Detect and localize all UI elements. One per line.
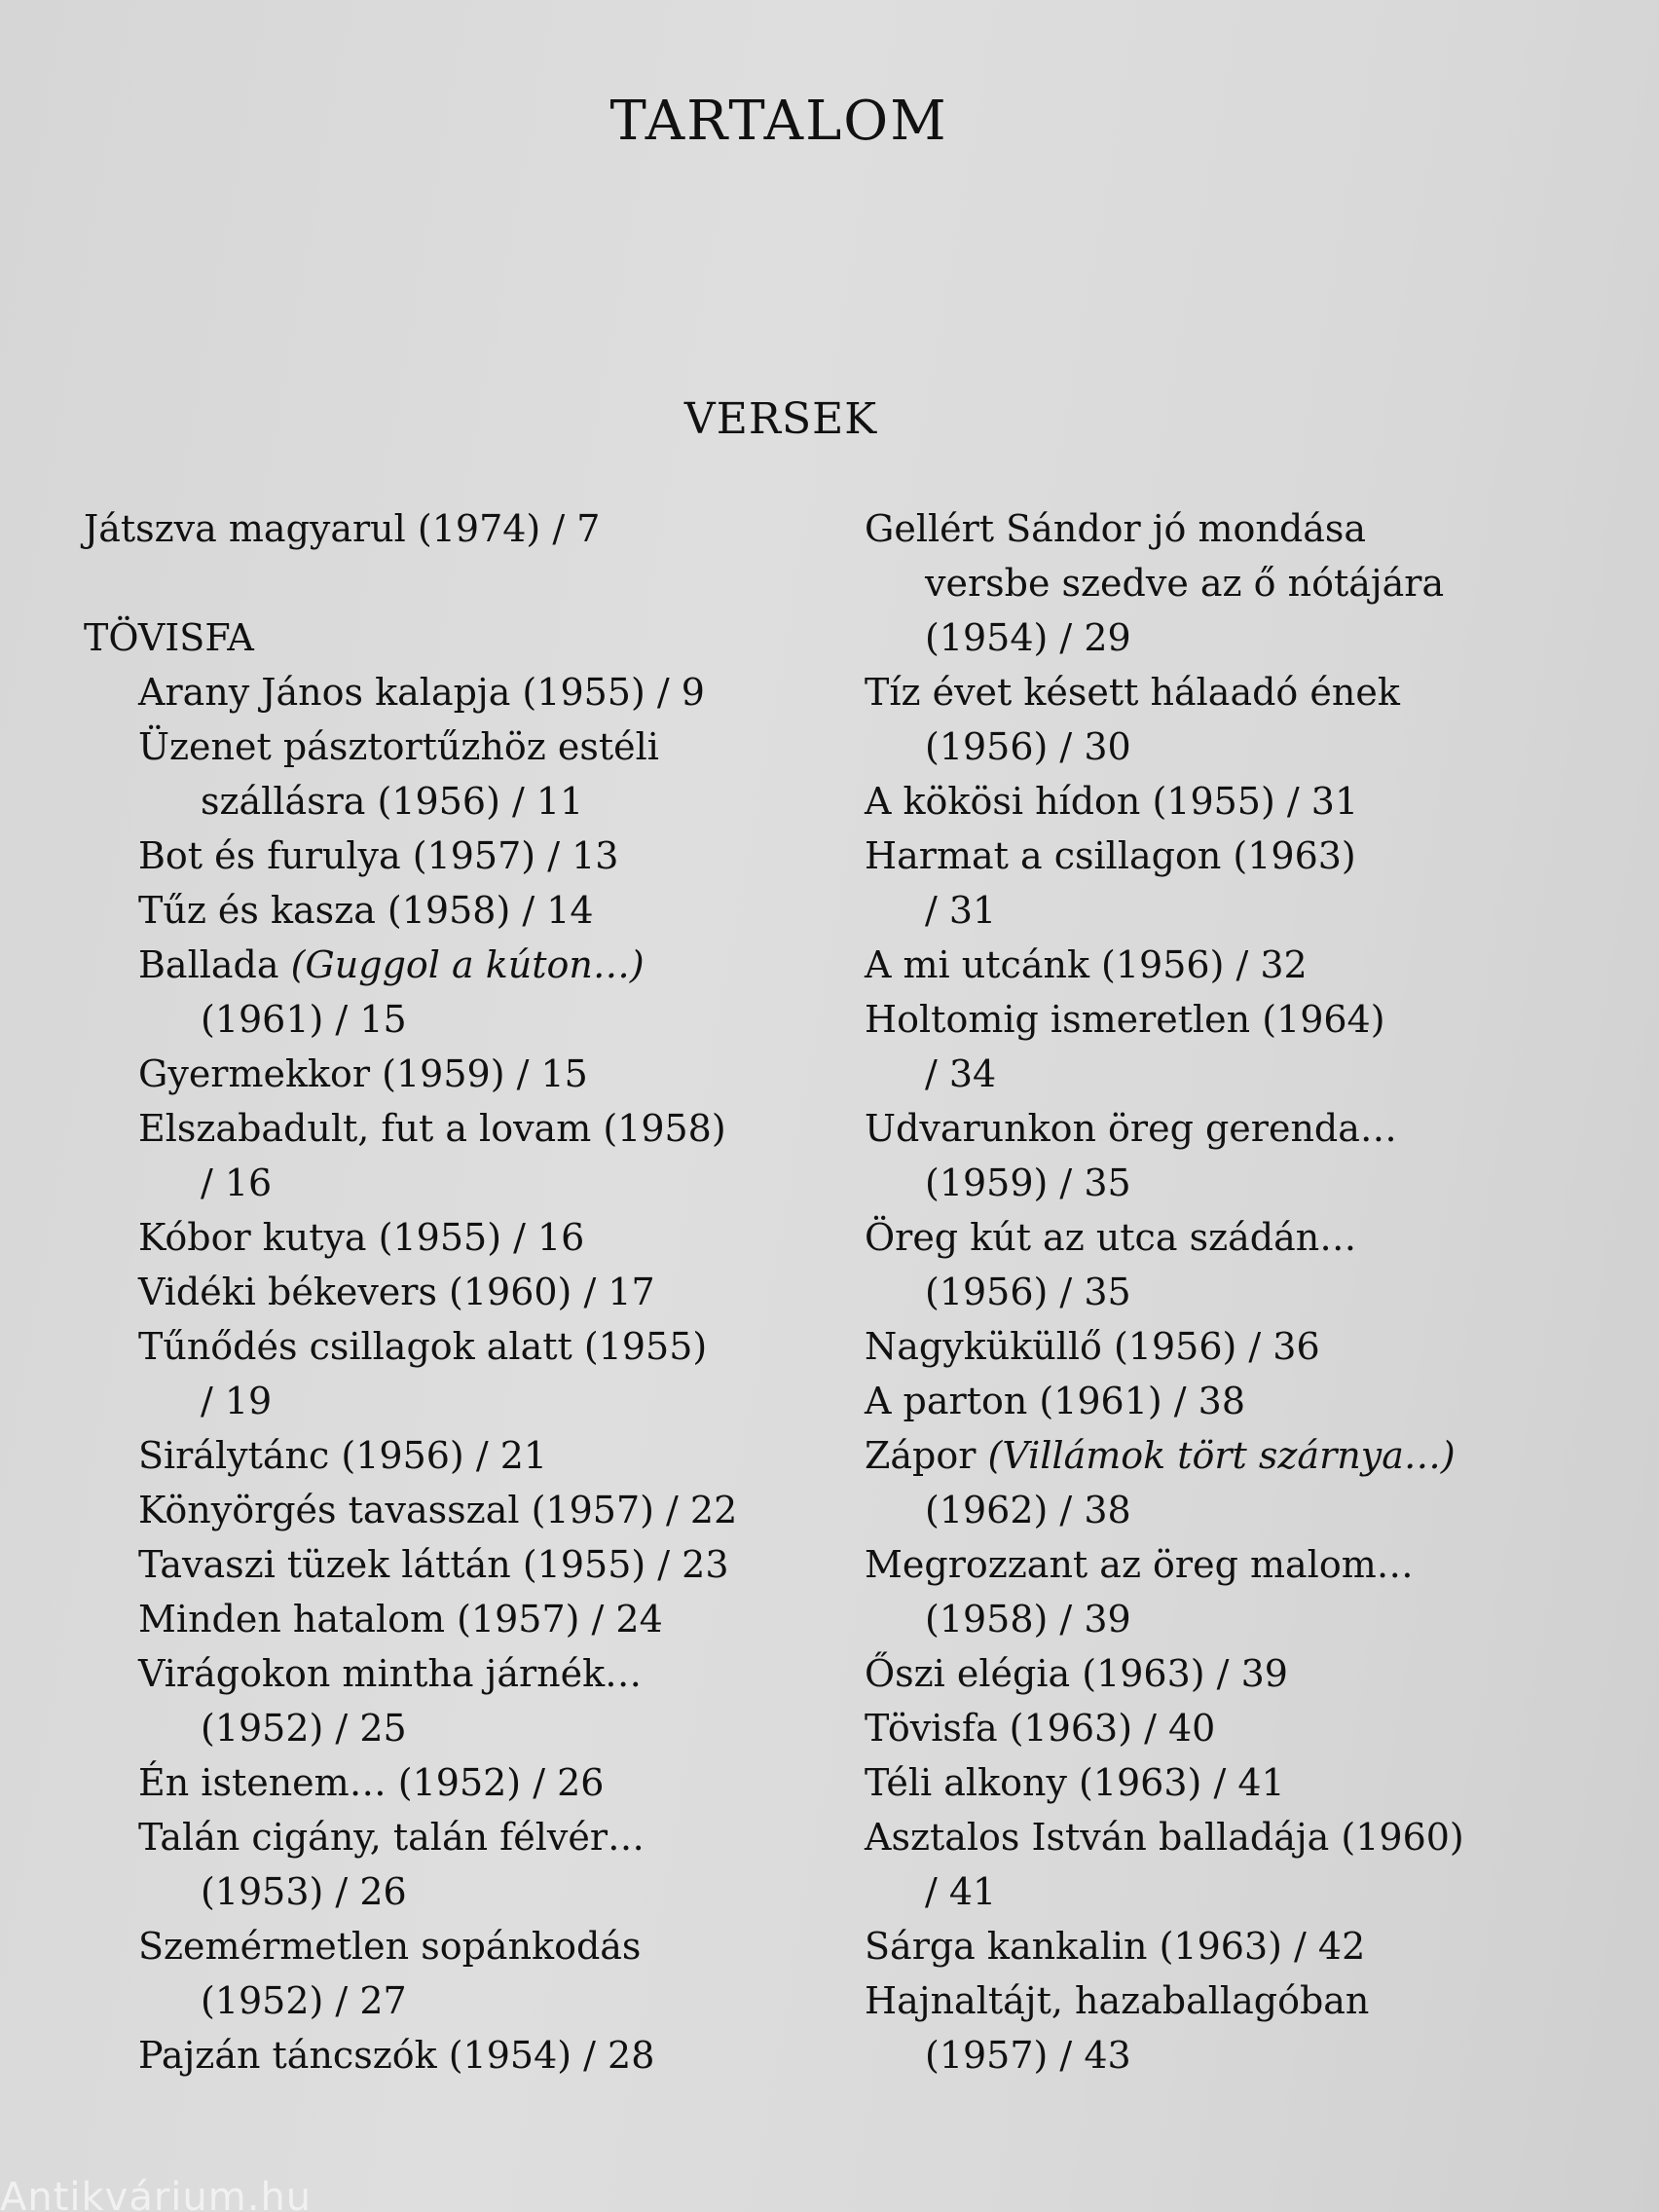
toc-entry-continuation: (1956) / 30 — [925, 725, 1131, 768]
toc-entry: Téli alkony (1963) / 41 — [865, 1761, 1285, 1804]
toc-entry: A mi utcánk (1956) / 32 — [865, 943, 1308, 986]
toc-left-column — [84, 501, 824, 2083]
toc-entry-title: Ballada — [138, 943, 291, 986]
toc-entry: Gellért Sándor jó mondása — [865, 507, 1367, 550]
toc-entry: Talán cigány, talán félvér… — [138, 1816, 645, 1859]
toc-entry-continuation: (1956) / 35 — [925, 1271, 1131, 1313]
toc-entry-continuation: (1952) / 27 — [201, 1979, 407, 2022]
toc-entry-continuation: / 34 — [925, 1052, 997, 1095]
toc-entry-continuation: / 41 — [925, 1870, 997, 1913]
toc-entry: Kóbor kutya (1955) / 16 — [138, 1216, 585, 1259]
toc-entry: Tűnődés csillagok alatt (1955) — [138, 1325, 708, 1368]
toc-entry: Sirálytánc (1956) / 21 — [138, 1434, 548, 1477]
toc-entry: Nagyküküllő (1956) / 36 — [865, 1325, 1320, 1368]
toc-entry: Tavaszi tüzek láttán (1955) / 23 — [138, 1543, 729, 1586]
toc-entry-title: Zápor — [865, 1434, 988, 1477]
toc-entry-continuation: / 31 — [925, 889, 997, 932]
toc-entry: Sárga kankalin (1963) / 42 — [865, 1925, 1366, 1968]
toc-entry-continuation: (1954) / 29 — [925, 616, 1131, 659]
toc-entry-continuation: (1957) / 43 — [925, 2034, 1131, 2077]
toc-entry-continuation: szállásra (1956) / 11 — [201, 780, 584, 823]
toc-entry-continuation: / 16 — [201, 1161, 273, 1204]
toc-entry: Játszva magyarul (1974) / 7 — [84, 507, 601, 550]
toc-entry: Hajnaltájt, hazaballagóban — [865, 1979, 1370, 2022]
toc-entry — [865, 1428, 1546, 1483]
toc-entry: Gyermekkor (1959) / 15 — [138, 1052, 588, 1095]
toc-entry: Tíz évet késett hálaadó ének — [865, 671, 1400, 714]
toc-entry: Könyörgés tavasszal (1957) / 22 — [138, 1489, 738, 1531]
toc-entry: Minden hatalom (1957) / 24 — [138, 1598, 663, 1641]
toc-entry: Virágokon mintha járnék… — [138, 1652, 643, 1695]
toc-entry-continuation: (1958) / 39 — [925, 1598, 1131, 1641]
watermark: Antikvárium.hu — [0, 2175, 313, 2212]
toc-entry-continuation: / 19 — [201, 1380, 273, 1422]
toc-entry: Öreg kút az utca szádán… — [865, 1216, 1357, 1259]
toc-entry: Pajzán táncszók (1954) / 28 — [138, 2034, 655, 2077]
toc-entry: Szemérmetlen sopánkodás — [138, 1925, 642, 1968]
toc-entry: Arany János kalapja (1955) / 9 — [138, 671, 705, 714]
toc-entry-subtitle: (Villámok tört szárnya…) — [987, 1434, 1456, 1477]
toc-entry: A kökösi hídon (1955) / 31 — [865, 780, 1359, 823]
toc-entry: Bot és furulya (1957) / 13 — [138, 834, 619, 877]
toc-entry: Tűz és kasza (1958) / 14 — [138, 889, 594, 932]
page-title: TARTALOM — [609, 90, 948, 153]
toc-entry: Holtomig ismeretlen (1964) — [865, 998, 1385, 1041]
toc-entry: A parton (1961) / 38 — [865, 1380, 1246, 1422]
toc-entry: Őszi elégia (1963) / 39 — [865, 1652, 1288, 1695]
toc-entry-continuation: (1953) / 26 — [201, 1870, 407, 1913]
toc-entry-continuation: (1959) / 35 — [925, 1161, 1131, 1204]
section-heading: VERSEK — [683, 394, 878, 444]
toc-entry: Asztalos István balladája (1960) — [865, 1816, 1464, 1859]
chapter-heading: TÖVISFA — [84, 616, 254, 659]
toc-entry: Én istenem… (1952) / 26 — [138, 1761, 605, 1804]
toc-entry: Elszabadult, fut a lovam (1958) — [138, 1107, 726, 1150]
toc-entry: Üzenet pásztortűzhöz estéli — [138, 725, 659, 768]
toc-entry: Udvarunkon öreg gerenda… — [865, 1107, 1397, 1150]
toc-entry-subtitle: (Guggol a kúton…) — [290, 943, 645, 986]
toc-entry: Vidéki békevers (1960) / 17 — [138, 1271, 655, 1313]
toc-right-column — [865, 501, 1546, 2083]
toc-entry: Tövisfa (1963) / 40 — [865, 1707, 1216, 1750]
toc-entry-continuation: (1961) / 15 — [201, 998, 407, 1041]
toc-entry-continuation: versbe szedve az ő nótájára — [925, 562, 1445, 605]
toc-entry: Harmat a csillagon (1963) — [865, 834, 1356, 877]
toc-entry-continuation: (1952) / 25 — [201, 1707, 407, 1750]
toc-entry: Megrozzant az öreg malom… — [865, 1543, 1414, 1586]
toc-entry-continuation: (1962) / 38 — [925, 1489, 1131, 1531]
toc-entry — [84, 938, 824, 992]
